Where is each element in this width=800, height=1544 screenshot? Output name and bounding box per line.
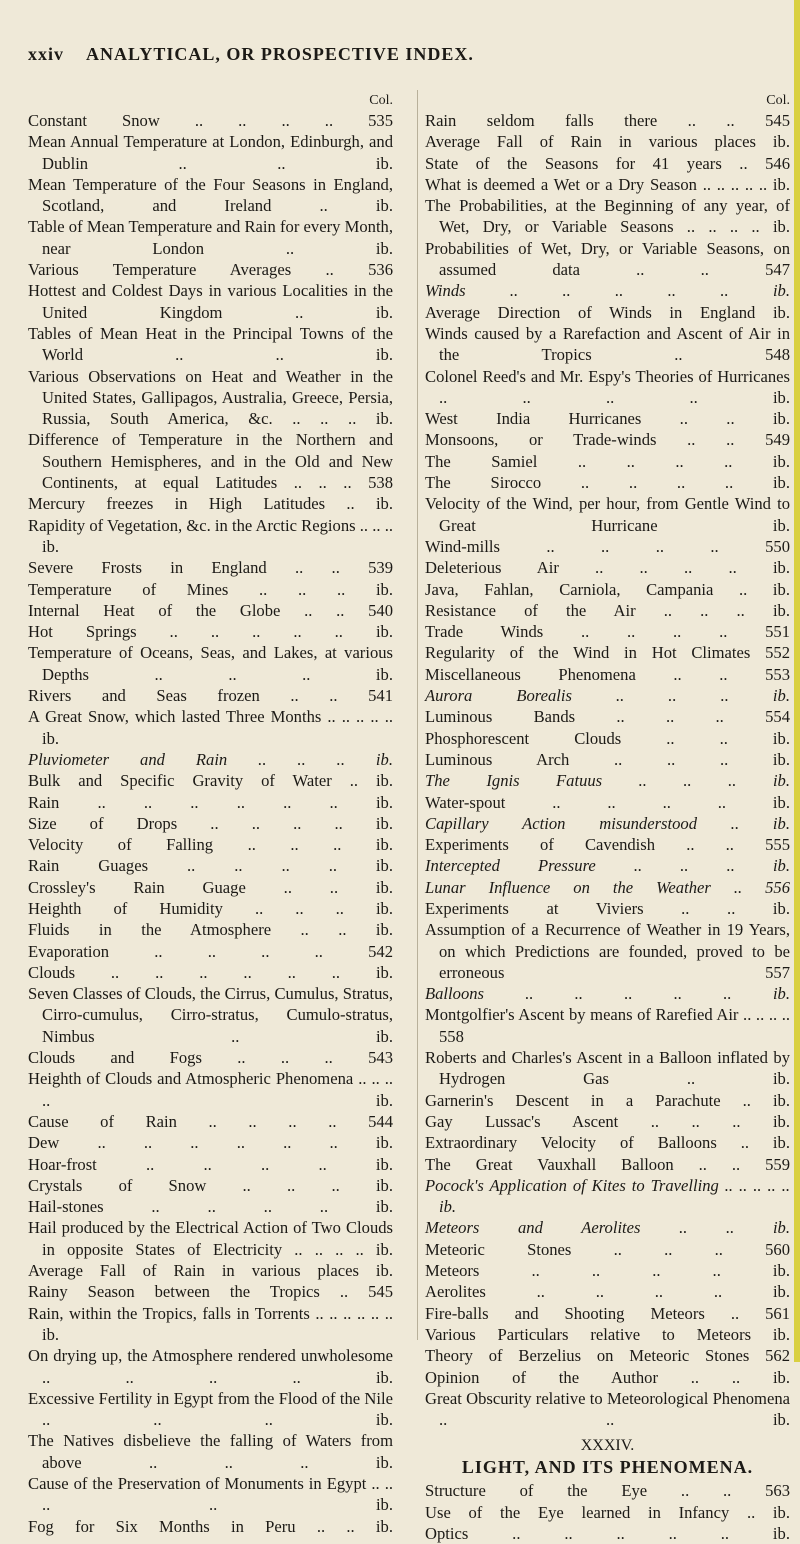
index-entry: Experiments at Viviers .. .. ib. bbox=[425, 898, 790, 918]
index-entry: Various Particulars relative to Meteors ib. bbox=[425, 1324, 790, 1344]
index-entry: Tables of Mean Heat in the Principal Towns of the World .. .. ib. bbox=[28, 323, 393, 365]
index-entry: Temperature of Oceans, Seas, and Lakes, at various Depths .. .. .. ib. bbox=[28, 643, 393, 684]
index-entry: Luminous Bands .. .. .. 554 bbox=[425, 707, 790, 727]
index-entry: The Samiel .. .. .. .. ib. bbox=[425, 451, 790, 471]
index-entry: Dew .. .. .. .. .. .. ib. bbox=[28, 1133, 393, 1153]
index-entry: Bulk and Specific Gravity of Water .. ib. bbox=[28, 771, 393, 791]
column-heading: Col. bbox=[369, 93, 393, 108]
index-entry: Heighth of Humidity .. .. .. ib. bbox=[28, 898, 393, 918]
index-entry: Roberts and Charles's Ascent in a Balloon inflated by Hydrogen Gas .. ib. bbox=[425, 1048, 790, 1089]
index-entry: Cause of the Preservation of Monuments in Egypt .. .. .. .. ib. bbox=[28, 1474, 393, 1515]
page-edge bbox=[794, 0, 800, 1362]
index-entry: Hail produced by the Electrical Action of Two Clouds in opposite States of Electricity .. .. .. .. ib. bbox=[28, 1218, 393, 1259]
index-entry: Aerolites .. .. .. .. ib. bbox=[425, 1282, 790, 1302]
index-entry: Garnerin's Descent in a Parachute .. ib. bbox=[425, 1090, 790, 1110]
index-entry: Meteors and Aerolites .. .. ib. bbox=[425, 1218, 790, 1238]
index-entry: Average Direction of Winds in England ib. bbox=[425, 302, 790, 322]
index-entry: Crossley's Rain Guage .. .. ib. bbox=[28, 877, 393, 897]
section-number: XXXIV. bbox=[580, 1437, 635, 1455]
index-entry: The Great Vauxhall Balloon .. .. 559 bbox=[425, 1154, 790, 1174]
index-entry: Rain Guages .. .. .. .. ib. bbox=[28, 856, 393, 876]
index-entry: Hottest and Coldest Days in various Localities in the United Kingdom .. ib. bbox=[28, 281, 393, 322]
index-entry: Luminous Arch .. .. .. ib. bbox=[425, 749, 790, 769]
index-entry: Pocock's Application of Kites to Travelling .. .. .. .. .. ib. bbox=[425, 1175, 790, 1217]
index-entry: Java, Fahlan, Carniola, Campania .. ib. bbox=[425, 579, 790, 599]
index-entry: Clouds .. .. .. .. .. .. ib. bbox=[28, 962, 393, 982]
index-entry: Mean Annual Temperature at London, Edinburgh, and Dublin .. .. ib. bbox=[28, 132, 393, 173]
index-entry: Constant Snow .. .. .. .. 535 bbox=[28, 111, 393, 130]
index-entry: Experiments of Cavendish .. .. 555 bbox=[425, 835, 790, 855]
index-entry: Meteoric Stones .. .. .. 560 bbox=[425, 1239, 790, 1259]
index-entry: Winds .. .. .. .. .. ib. bbox=[425, 281, 790, 301]
right-column bbox=[425, 92, 790, 1544]
index-entry: Hot Springs .. .. .. .. .. ib. bbox=[28, 622, 393, 642]
index-entry: Rainy Season between the Tropics .. 545 bbox=[28, 1282, 393, 1302]
index-entry: Rain .. .. .. .. .. .. ib. bbox=[28, 792, 393, 812]
index-entry: Rain, within the Tropics, falls in Torrents .. .. .. .. .. .. ib. bbox=[28, 1303, 393, 1344]
index-entry: Pluviometer and Rain .. .. .. ib. bbox=[28, 749, 393, 769]
index-entry: Meteors .. .. .. .. ib. bbox=[425, 1261, 790, 1281]
index-entry: Miscellaneous Phenomena .. .. 553 bbox=[425, 664, 790, 684]
index-entry: Trade Winds .. .. .. .. 551 bbox=[425, 622, 790, 642]
index-entry: Fire-balls and Shooting Meteors .. 561 bbox=[425, 1303, 790, 1323]
column-divider bbox=[417, 90, 418, 1340]
index-entry: Excessive Fertility in Egypt from the Flood of the Nile .. .. .. ib. bbox=[28, 1388, 393, 1430]
index-entry: Phosphorescent Clouds .. .. ib. bbox=[425, 728, 790, 748]
index-entry: Gay Lussac's Ascent .. .. .. ib. bbox=[425, 1111, 790, 1131]
index-entry: Various Observations on Heat and Weather in the United States, Gallipagos, Australia, Greece, Persia, Russia, South America, &c. .. .. .. ib. bbox=[28, 366, 393, 429]
index-entry: Opinion of the Author .. .. ib. bbox=[425, 1367, 790, 1387]
column-heading: Col. bbox=[766, 93, 790, 108]
index-entry: Rivers and Seas frozen .. .. 541 bbox=[28, 686, 393, 706]
index-entry: Average Fall of Rain in various places ib. bbox=[425, 132, 790, 152]
index-entry: Extraordinary Velocity of Balloons .. ib. bbox=[425, 1133, 790, 1153]
index-entry: The Natives disbelieve the falling of Waters from above .. .. .. ib. bbox=[28, 1431, 393, 1472]
index-entry: Theory of Berzelius on Meteoric Stones 562 bbox=[425, 1346, 790, 1366]
index-entry: Seven Classes of Clouds, the Cirrus, Cumulus, Stratus, Cirro-cumulus, Cirro-stratus, Cumulo-stratus, Nimbus .. ib. bbox=[28, 984, 393, 1046]
index-entry: Velocity of Falling .. .. .. ib. bbox=[28, 835, 393, 855]
index-entry: Wind-mills .. .. .. .. 550 bbox=[425, 536, 790, 556]
index-entry: Various Temperature Averages .. 536 bbox=[28, 260, 393, 280]
index-entry: Deleterious Air .. .. .. .. ib. bbox=[425, 558, 790, 578]
index-entry: Hail-stones .. .. .. .. ib. bbox=[28, 1197, 393, 1217]
index-entry: Velocity of the Wind, per hour, from Gentle Wind to Great Hurricane ib. bbox=[425, 494, 790, 535]
index-entry: Internal Heat of the Globe .. .. 540 bbox=[28, 600, 393, 620]
index-entry: Structure of the Eye .. .. 563 bbox=[425, 1481, 790, 1501]
index-entry: Regularity of the Wind in Hot Climates 552 bbox=[425, 643, 790, 663]
index-entry: Fog for Six Months in Peru .. .. ib. bbox=[28, 1516, 393, 1536]
index-entry: Size of Drops .. .. .. .. ib. bbox=[28, 813, 393, 833]
index-entry: Intercepted Pressure .. .. .. ib. bbox=[425, 856, 790, 876]
index-entry: Table of Mean Temperature and Rain for every Month, near London .. ib. bbox=[28, 217, 393, 258]
index-entry: Monsoons, or Trade-winds .. .. 549 bbox=[425, 430, 790, 450]
index-entry: Mercury freezes in High Latitudes .. ib. bbox=[28, 494, 393, 514]
index-entry: The Probabilities, at the Beginning of any year, of Wet, Dry, or Variable Seasons .. .. .. .. ib. bbox=[425, 196, 790, 237]
index-entry: Balloons .. .. .. .. .. ib. bbox=[425, 984, 790, 1004]
index-entry: Lunar Influence on the Weather .. 556 bbox=[425, 877, 790, 897]
index-entry: Optics .. .. .. .. .. ib. bbox=[425, 1524, 790, 1543]
index-entry: The Sirocco .. .. .. .. ib. bbox=[425, 473, 790, 493]
index-entry: Evaporation .. .. .. .. 542 bbox=[28, 941, 393, 961]
index-entry: Severe Frosts in England .. .. 539 bbox=[28, 558, 393, 578]
index-entry: State of the Seasons for 41 years .. 546 bbox=[425, 153, 790, 173]
index-entry: Fluids in the Atmosphere .. .. ib. bbox=[28, 920, 393, 940]
index-entry: Cause of Rain .. .. .. .. 544 bbox=[28, 1111, 393, 1131]
index-entry: Winds caused by a Rarefaction and Ascent of Air in the Tropics .. 548 bbox=[425, 323, 790, 365]
index-entry: Resistance of the Air .. .. .. ib. bbox=[425, 600, 790, 620]
index-entry: Clouds and Fogs .. .. .. 543 bbox=[28, 1048, 393, 1068]
index-entry: Temperature of Mines .. .. .. ib. bbox=[28, 579, 393, 599]
index-entry: Montgolfier's Ascent by means of Rarefied Air .. .. .. .. 558 bbox=[425, 1005, 790, 1046]
index-entry: Heighth of Clouds and Atmospheric Phenomena .. .. .. .. ib. bbox=[28, 1069, 393, 1110]
index-entry: Colonel Reed's and Mr. Espy's Theories of Hurricanes .. .. .. .. ib. bbox=[425, 366, 790, 407]
index-entry: Rain seldom falls there .. .. 545 bbox=[425, 111, 790, 130]
page-number: xxiv bbox=[28, 44, 65, 64]
index-entry: A Great Snow, which lasted Three Months .. .. .. .. .. ib. bbox=[28, 707, 393, 748]
index-entry: Average Fall of Rain in various places ib. bbox=[28, 1261, 393, 1281]
index-entry: On drying up, the Atmosphere rendered unwholesome .. .. .. .. ib. bbox=[28, 1346, 393, 1387]
index-entry: Use of the Eye learned in Infancy .. ib. bbox=[425, 1502, 790, 1522]
index-entry: Assumption of a Recurrence of Weather in 19 Years, on which Predictions are founded, proved to be erroneous 557 bbox=[425, 920, 790, 982]
index-entry: Crystals of Snow .. .. .. ib. bbox=[28, 1175, 393, 1195]
index-entry: Water-spout .. .. .. .. ib. bbox=[425, 792, 790, 812]
index-entry: Difference of Temperature in the Northern and Southern Hemispheres, and in the Old and New Continents, at equal Latitudes .. .. .. 538 bbox=[28, 430, 393, 493]
left-column bbox=[28, 92, 393, 1537]
index-entry: Great Obscurity relative to Meteorological Phenomena .. .. ib. bbox=[425, 1388, 790, 1430]
running-title: ANALYTICAL, OR PROSPECTIVE INDEX. bbox=[86, 44, 474, 64]
section-title: LIGHT, AND ITS PHENOMENA. bbox=[461, 1457, 754, 1478]
index-entry: Hoar-frost .. .. .. .. ib. bbox=[28, 1154, 393, 1174]
index-entry: Rapidity of Vegetation, &c. in the Arctic Regions .. .. .. ib. bbox=[28, 515, 393, 556]
index-entry: Mean Temperature of the Four Seasons in England, Scotland, and Ireland .. ib. bbox=[28, 174, 393, 216]
index-entry: Capillary Action misunderstood .. ib. bbox=[425, 813, 790, 833]
index-entry: What is deemed a Wet or a Dry Season .. .. .. .. .. ib. bbox=[425, 174, 790, 194]
index-entry: Probabilities of Wet, Dry, or Variable Seasons, on assumed data .. .. 547 bbox=[425, 238, 790, 280]
index-entry: Aurora Borealis .. .. .. ib. bbox=[425, 686, 790, 706]
index-entry: West India Hurricanes .. .. ib. bbox=[425, 409, 790, 429]
index-entry: The Ignis Fatuus .. .. .. ib. bbox=[425, 771, 790, 791]
